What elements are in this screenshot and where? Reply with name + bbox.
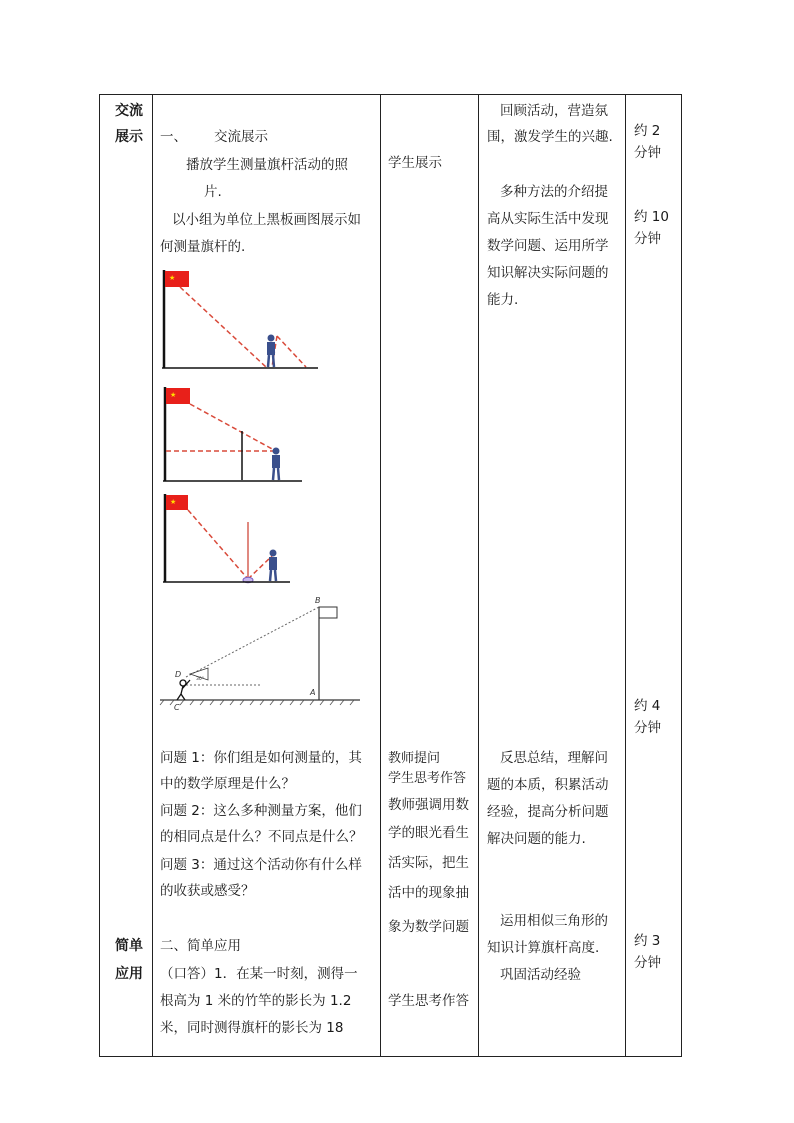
reflection-line	[188, 510, 248, 579]
question-line: 的收获或感受？	[160, 883, 255, 899]
student-activity-line: 象为数学问题	[388, 919, 469, 935]
student-activity-line: 教师强调用数	[388, 797, 469, 813]
student-figure-icon	[267, 335, 275, 368]
diagram-shadow-method	[160, 268, 320, 373]
student-activity-line: 活实际，把生	[388, 855, 469, 871]
intent-line: 巩固活动经验	[500, 967, 581, 983]
time-line: 分钟	[634, 955, 661, 971]
diagram-mirror-method	[160, 492, 295, 587]
table-border-right	[681, 94, 682, 1057]
ground-hatch	[160, 700, 354, 705]
table-border-top	[99, 94, 682, 95]
intent-line: 知识解决实际问题的	[487, 265, 609, 281]
table-divider	[152, 94, 153, 1057]
question-line: 问题 1：你们组是如何测量的，其	[160, 750, 362, 766]
intent-line: 运用相似三角形的	[500, 913, 608, 929]
table-divider	[380, 94, 381, 1057]
section1-heading-title: 交流展示	[214, 129, 268, 145]
teacher-ask: 教师提问	[388, 751, 441, 766]
time-line: 约 2	[634, 123, 661, 139]
intent-line: 知识计算旗杆高度.	[487, 940, 600, 956]
intent-line: 能力.	[487, 292, 519, 308]
label-d: D	[175, 670, 182, 679]
diagram-benchmark-method	[160, 385, 305, 485]
time-line: 约 4	[634, 698, 661, 714]
flag-star-icon: ★	[170, 391, 177, 399]
sight-line	[186, 607, 319, 677]
label-a: A	[310, 688, 316, 697]
student-figure-icon	[269, 550, 277, 582]
intent-line: 多种方法的介绍提	[500, 184, 608, 200]
flag-icon	[319, 607, 337, 618]
time-line: 约 3	[634, 933, 661, 949]
intent-line: 高从实际生活中发现	[487, 211, 609, 227]
table-divider	[478, 94, 479, 1057]
shadow-line	[277, 336, 306, 367]
label-angle: 30°	[196, 677, 204, 682]
student-activity-line: 学生思考作答	[388, 771, 467, 786]
table-border-bottom	[99, 1056, 682, 1057]
photo-line-1: 播放学生测量旗杆活动的照	[186, 157, 348, 173]
flag-star-icon: ★	[170, 498, 177, 506]
question-line: 中的数学原理是什么？	[160, 776, 295, 792]
group-line-1: 以小组为单位上黑板画图展示如	[172, 212, 361, 228]
time-line: 约 10	[634, 209, 669, 225]
intent-line: 解决问题的能力.	[487, 831, 586, 847]
table-border-left	[99, 94, 100, 1057]
time-line: 分钟	[634, 720, 661, 736]
intent-line: 围，激发学生的兴趣.	[487, 129, 613, 145]
stage-exchange-2: 展示	[115, 129, 143, 145]
stage-application-2: 应用	[115, 966, 143, 982]
group-line-2: 何测量旗杆的.	[160, 239, 246, 255]
student-think-answer: 学生思考作答	[388, 993, 469, 1009]
student-figure-icon	[272, 448, 280, 481]
sight-line	[190, 404, 274, 450]
question-line: 问题 3：通过这个活动你有什么样	[160, 857, 362, 873]
question-line: 问题 2：这么多种测量方案，他们	[160, 803, 362, 819]
stage-exchange-1: 交流	[115, 103, 143, 119]
time-line: 分钟	[634, 231, 661, 247]
stage-application-1: 简单	[115, 938, 143, 954]
student-activity-line: 学的眼光看生	[388, 825, 469, 841]
label-c: C	[174, 703, 180, 712]
student-activity-line: 活中的现象抽	[388, 885, 469, 901]
label-b: B	[315, 596, 321, 605]
reflection-line	[248, 556, 272, 579]
intent-line: 题的本质，积累活动	[487, 777, 609, 793]
section2-heading: 二、简单应用	[160, 938, 241, 954]
section1-heading-num: 一、	[160, 129, 187, 145]
student-show: 学生展示	[388, 155, 442, 171]
flag-star-icon: ★	[169, 274, 176, 282]
application-line: 米，同时测得旗杆的影长为 18	[160, 1020, 344, 1036]
person-figure-icon	[177, 680, 190, 700]
shadow-line	[180, 287, 266, 367]
question-line: 的相同点是什么？不同点是什么？	[160, 829, 363, 845]
intent-line: 经验，提高分析问题	[487, 804, 609, 820]
intent-line: 反思总结，理解问	[500, 750, 608, 766]
intent-line: 数学问题、运用所学	[487, 238, 609, 254]
application-line: 根高为 1 米的竹竿的影长为 1.2	[160, 993, 352, 1009]
application-line: （口答）1．在某一时刻，测得一	[160, 966, 358, 982]
diagram-clinometer-method	[160, 592, 365, 717]
intent-line: 回顾活动，营造氛	[500, 103, 608, 119]
photo-line-2: 片.	[204, 184, 222, 200]
table-divider	[625, 94, 626, 1057]
time-line: 分钟	[634, 145, 661, 161]
